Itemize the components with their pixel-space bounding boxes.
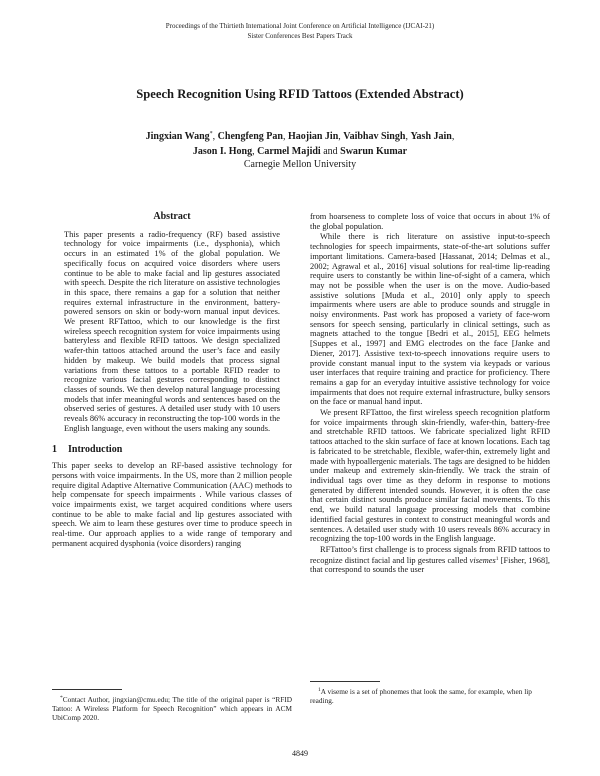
section-heading-introduction <box>52 445 292 455</box>
footnote-text: Contact Author, jingxian@cmu.edu; The title of the original paper is “RFID Tattoo: A Wireless Platform for Speech Recognition” which appears in ACM UbiComp 2020. <box>52 695 292 722</box>
author-name: Jason I. Hong <box>192 146 253 157</box>
author-name: Carmel Majidi <box>257 146 321 157</box>
author-mark: * <box>209 131 213 137</box>
abstract-body: This paper presents a radio-frequency (RF) based assistive technology for voice impairments (i.e., dysphonia), which occurs in an estimated 1% of the global population. We specifically focus on acquired voice disorders where users continue to be able to make facial and lip gestures associated with speech. Despite the rich literature on assistive technologies in this space, there remains a gap for a solution that neither requires external infrastructure in the environment, battery-powered sensors on skin or body-worn manual input devices. We present RFTattoo, which to our knowledge is the first wireless speech recognition system for voice impairments using batteryless and flexible RFID tattoos. We design specialized wafer-thin tattoos attached around the user’s face and easily hidden by makeup. We build models that process signal variations from these tattoos to a portable RFID reader to recognize various facial gestures corresponding to distinct classes of sounds. We then develop natural language processing models that infer meaningful words and sentences based on the observed series of gestures. A detailed user study with 10 users reveals 86% accuracy in reconstructing the top-100 words in the English language, even without the users making any sounds. <box>64 229 280 433</box>
footnote-text: A viseme is a set of phonemes that look the same, for example, when lip reading. <box>310 687 532 705</box>
right-paragraph-3: We present RFTattoo, the first wireless speech recognition platform for voice impairments through skin-friendly, wafer-thin, battery-free and stretchable RFID tattoos. We fabricate specialized light RFID tattoos attached to the skin surface of face at known locations. Each tag is fabricated to be stretchable, flexible, wafer-thin, extremely light and made with hypoallergenic materials. The tags are designed to be hidden under makeup and extremely skin-friendly. We track the strain of individual tags over time as they deform in response to motions generated by different intended sounds. However, it is often the case that certain distinct sounds produce similar facial movements. To this end, we build natural language processing models that combine identified facial gestures in context to construct meaningful words and sentences. A detailed user study with 10 users reveals 86% accuracy in recognizing the top-100 words in the English language. <box>310 408 550 544</box>
proceedings-line-1: Proceedings of the Thirtieth International Joint Conference on Artificial Intelligence (IJCAI-21) <box>165 22 435 30</box>
left-column <box>52 212 292 549</box>
author-name: Haojian Jin <box>287 131 339 142</box>
right-paragraph-1: from hoarseness to complete loss of voice that occurs in about 1% of the global population. <box>310 212 550 231</box>
proceedings-line-2: Sister Conferences Best Papers Track <box>247 31 353 40</box>
author-list <box>0 127 600 159</box>
author-line-1: Jingxian Wang*, Chengfeng Pan, Haojian Jin, Vaibhav Singh, Yash Jain, <box>145 131 455 142</box>
footnote-mark: * <box>60 695 63 701</box>
author-name: Yash Jain <box>410 131 452 142</box>
page-number: 4849 <box>292 749 308 758</box>
footnote-marker: 1 <box>495 555 499 562</box>
author-name: Vaibhav Singh <box>343 131 406 142</box>
section-title: Introduction <box>68 444 123 456</box>
footnote-contact <box>52 689 292 722</box>
footnote-viseme <box>310 681 550 705</box>
section-number: 1 <box>52 444 57 456</box>
author-name: Jingxian Wang <box>145 131 210 142</box>
paragraph-4-tail: [Fisher, 1968], that correspond to sounds the user <box>310 555 551 575</box>
right-column <box>310 212 550 575</box>
affiliation: Carnegie Mellon University <box>243 159 357 170</box>
author-name: Swarun Kumar <box>340 146 408 157</box>
right-paragraph-4 <box>310 545 550 575</box>
footnote-rule <box>310 681 380 682</box>
term-visemes: visemes <box>469 555 496 565</box>
proceedings-header <box>0 22 600 41</box>
abstract-heading: Abstract <box>153 211 191 222</box>
introduction-paragraph: This paper seeks to develop an RF-based assistive technology for persons with voice impairments. In the US, more than 2 million people require digital Adaptive Alternative Communication (AAC) methods to help compensate for speech impairments . While various classes of voice impairments exist, we target acquired conditions where users continue to be able to make facial and lip gestures associated with speech. We aim to learn these gestures over time to produce speech in real-time. Our approach applies to a wide range of temporary and permanent acquired dysphonia (voice disorders) ranging <box>52 461 292 548</box>
paper-title: Speech Recognition Using RFID Tattoos (Extended Abstract) <box>136 87 464 101</box>
author-line-2: Jason I. Hong, Carmel Majidi and Swarun Kumar <box>192 146 408 157</box>
footnote-rule <box>52 689 122 690</box>
and-word: and <box>323 146 338 157</box>
right-paragraph-2: While there is rich literature on assistive input-to-speech technologies for speech impairments, state-of-the-art solutions suffer important limitations. Camera-based [Hassanat, 2014; Delmas et al., 2002; Agrawal et al., 2016] visual solutions for real-time lip-reading require users to constantly be within line-of-sight of a camera, which may not be possible when the user is on the move. Audio-based assistive solutions [Muda et al., 2010] only apply to speech impairments where users are able to produce sounds and struggle in noisy environments. Past work has proposed a variety of face-worn sensors for speech sensing, particularly in clinical settings, such as magnets attached to the tongue [Bedri et al., 2015], EEG helmets [Suppes et al., 1997] and EMG electrodes on the face [Janke and Diener, 2017]. Assistive text-to-speech innovations require users to provide constant manual input to the system via keypads or various user interfaces that require training and practice for proficiency. There remains a gap for an everyday intuitive assistive technology for voice impairments that does not require external infrastructure, bulky sensors on the face or manual hand input. <box>310 232 550 407</box>
paragraph-4-lead: RFTattoo’s first challenge is to process signals from RFID tattoos to recognize distinct facial and lip gestures called <box>310 544 550 565</box>
footnote-mark: 1 <box>318 687 321 693</box>
author-name: Chengfeng Pan <box>217 131 283 142</box>
